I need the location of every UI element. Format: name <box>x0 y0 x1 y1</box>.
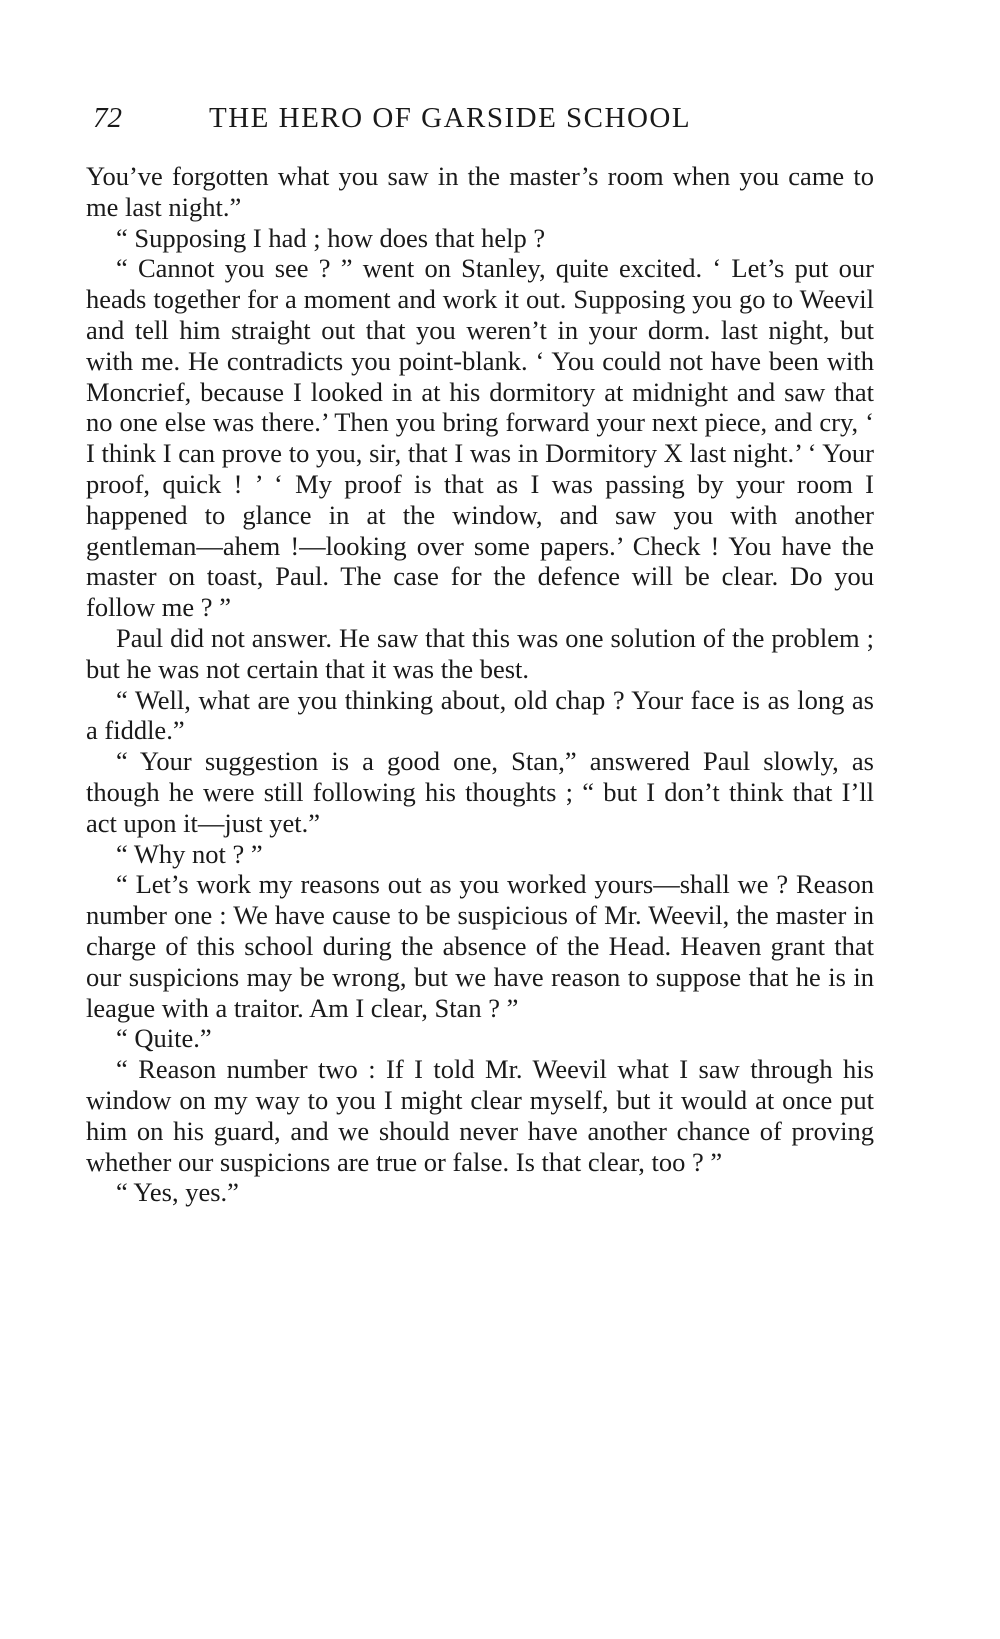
paragraph-3: “ Cannot you see ? ” went on Stanley, quite excited. ‘ Let’s put our heads together for a moment and work it out. Supposing you go to Weevil and tell him straight out that you weren’t in your dorm. last night, but with me. He contradicts you point-blank. ‘ You could not have been with Moncrief, because I looked in at his dormitory at midnight and saw that no one else was there.’ Then you bring forward your next piece, and cry, ‘ I think I can prove to you, sir, that I was in Dormitory X last night.’ ‘ Your proof, quick ! ’ ‘ My proof is that as I was passing by your room I happened to glance in at the window, and saw you with another gentleman—ahem !—looking over some papers.’ Check ! You have the master on toast, Paul. The case for the defence will be clear. Do you follow me ? ” <box>86 253 874 623</box>
paragraph-8: “ Let’s work my reasons out as you worked yours—shall we ? Reason number one : We have cause to be suspicious of Mr. Weevil, the master in charge of this school during the absence of the Head. Heaven grant that our suspicions may be wrong, but we have reason to suppose that he is in league with a traitor. Am I clear, Stan ? ” <box>86 869 874 1023</box>
body-text <box>86 161 874 1208</box>
paragraph-10: “ Reason number two : If I told Mr. Weevil what I saw through his window on my way to you I might clear myself, but it would at once put him on his guard, and we should never have another chance of proving whether our suspicions are true or false. Is that clear, too ? ” <box>86 1054 874 1177</box>
running-head <box>93 98 870 138</box>
paragraph-2: “ Supposing I had ; how does that help ? <box>116 222 546 253</box>
page-number: 72 <box>93 102 122 134</box>
paragraph-6: “ Your suggestion is a good one, Stan,” answered Paul slowly, as though he were still following his thoughts ; “ but I don’t think that I’ll act upon it—just yet.” <box>86 746 874 838</box>
paragraph-1: You’ve forgotten what you saw in the master’s room when you came to me last night.” <box>86 161 874 222</box>
paragraph-11: “ Yes, yes.” <box>116 1177 239 1208</box>
paragraph-9: “ Quite.” <box>116 1023 212 1054</box>
paragraph-4: Paul did not answer. He saw that this was one solution of the problem ; but he was not certain that it was the best. <box>86 622 874 684</box>
running-title: THE HERO OF GARSIDE SCHOOL <box>209 102 692 134</box>
paragraph-7: “ Why not ? ” <box>116 838 263 869</box>
paragraph-5: “ Well, what are you thinking about, old chap ? Your face is as long as a fiddle.” <box>86 684 874 746</box>
